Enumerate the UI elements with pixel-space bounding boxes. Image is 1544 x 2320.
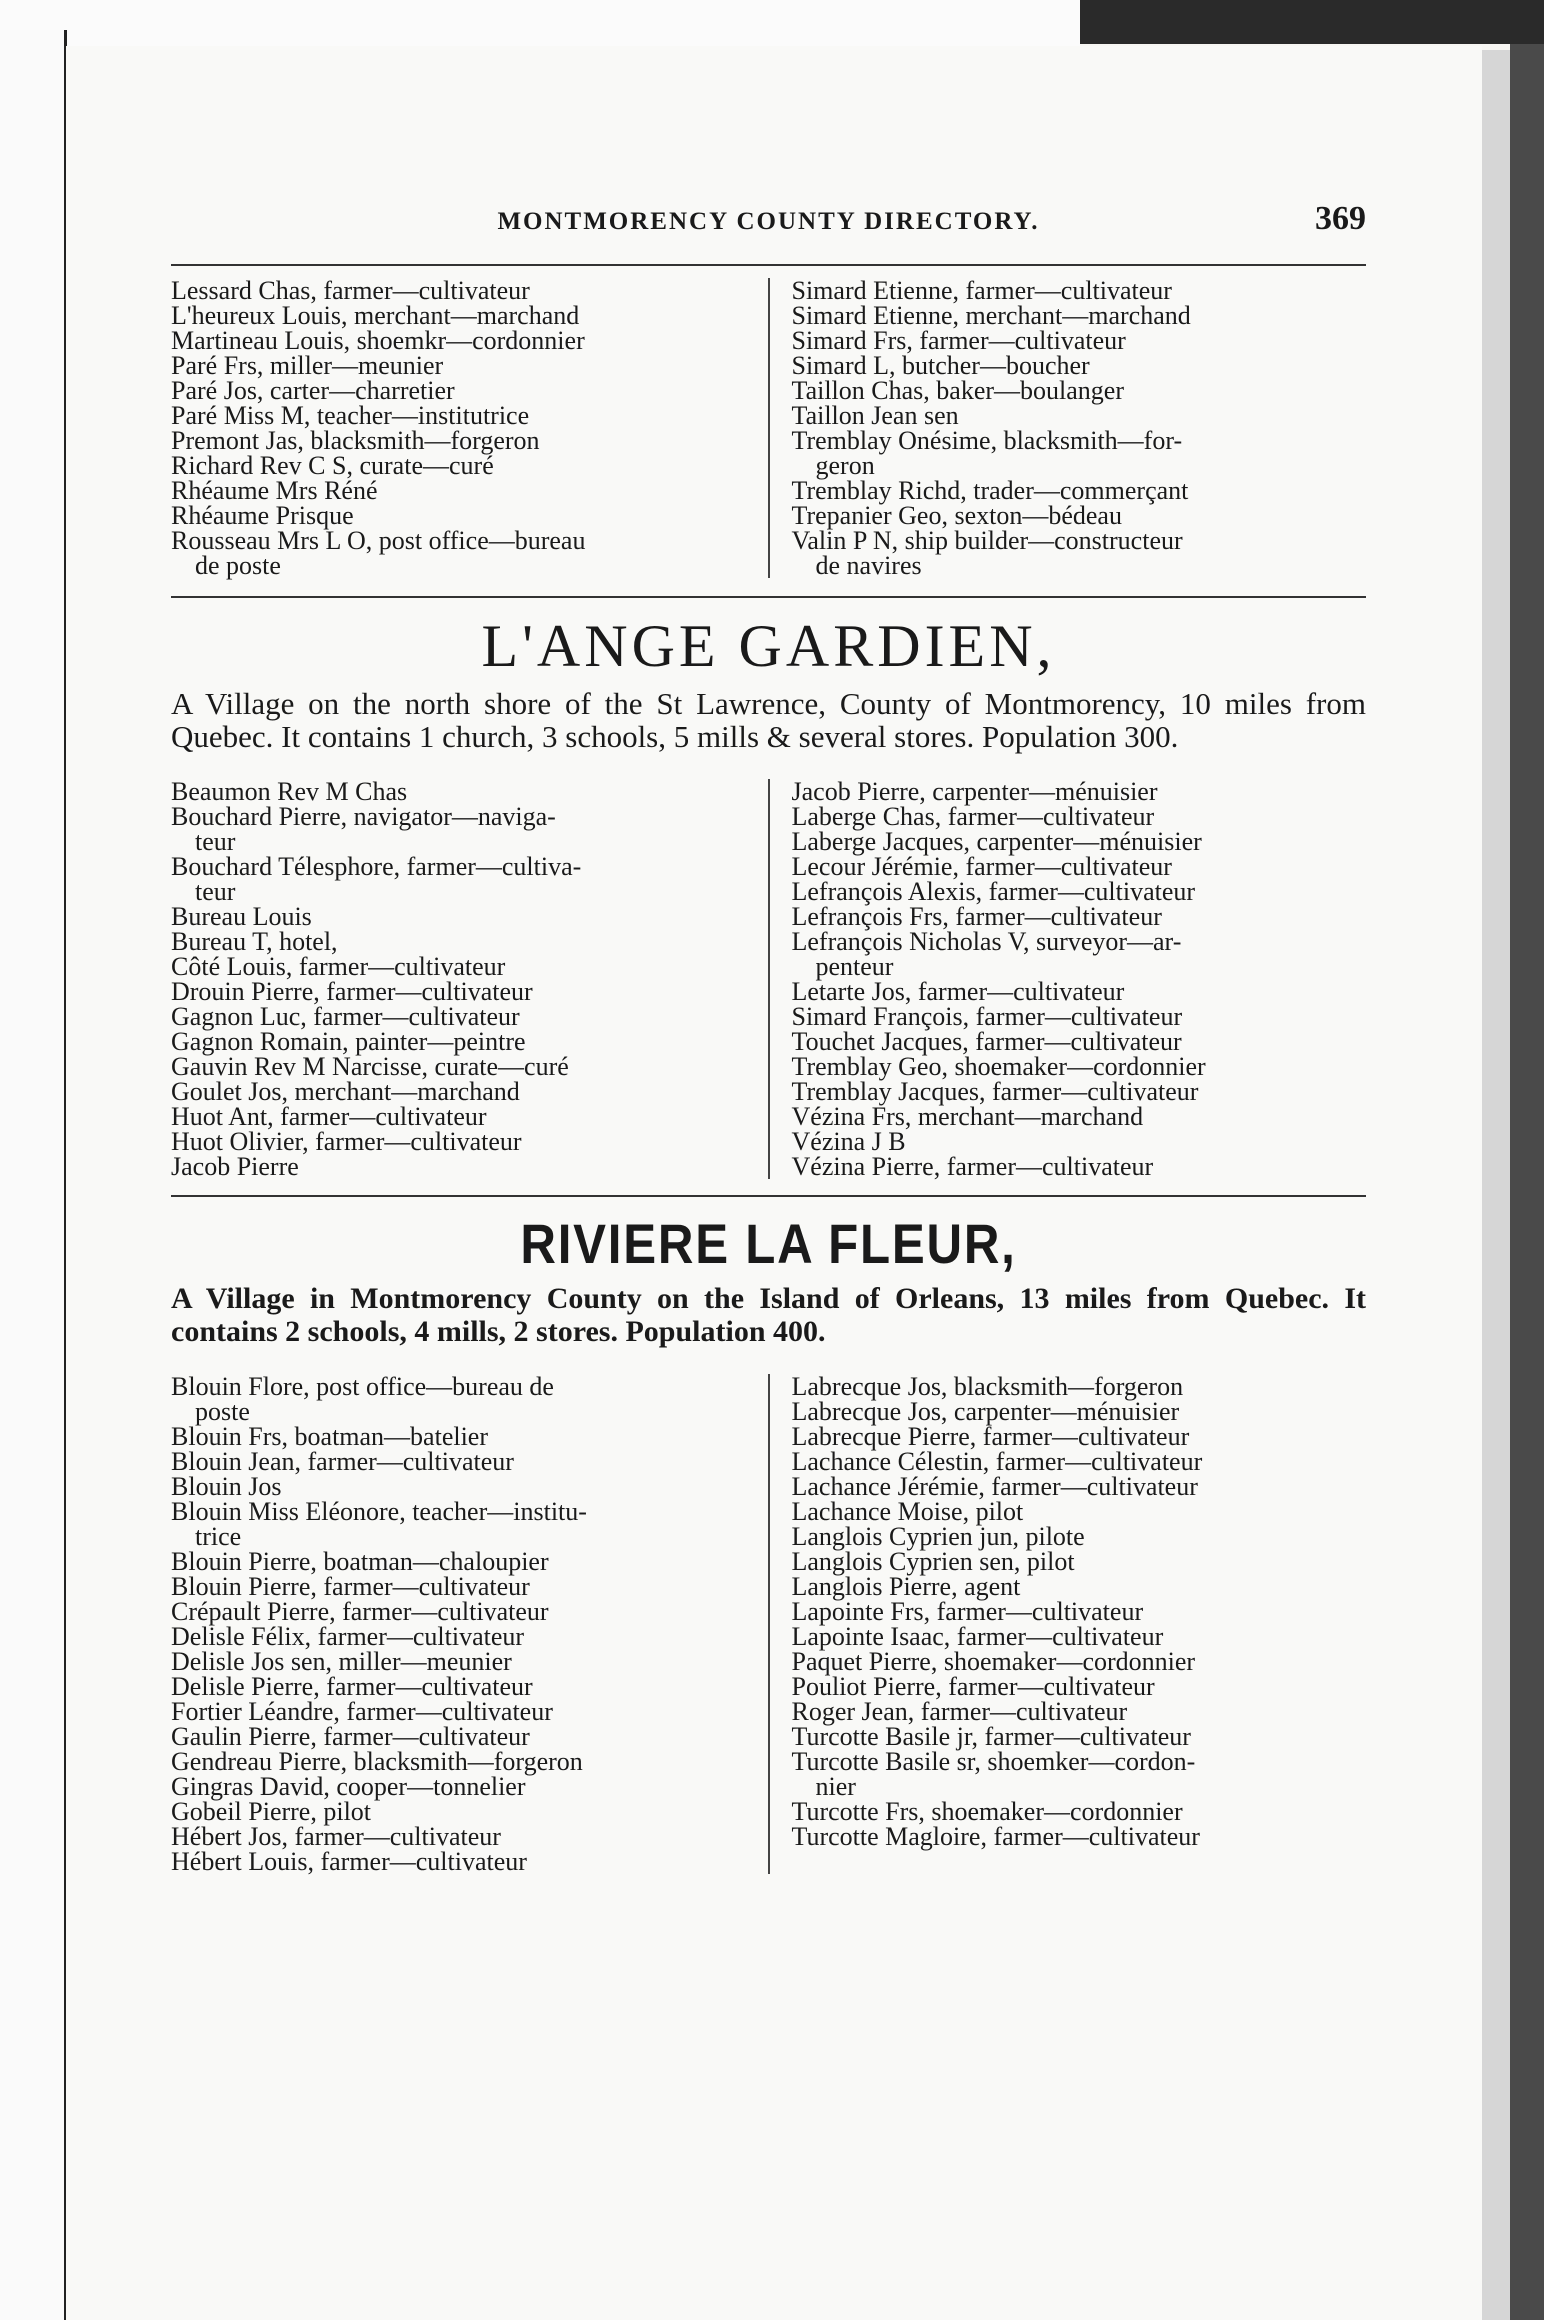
directory-entry [171, 1824, 746, 1849]
section-title: L'ANGE GARDIEN, [481, 613, 1056, 679]
entry-text: Lecour Jérémie, farmer—cultivateur [791, 852, 1172, 881]
directory-entry [171, 1474, 746, 1499]
section-rule [171, 596, 1366, 598]
book-page [66, 46, 1482, 2320]
directory-entry [792, 1499, 1367, 1524]
entry-text: Lachance Jérémie, farmer—cultivateur [791, 1472, 1198, 1501]
entry-text: Hébert Louis, farmer—cultivateur [171, 1847, 527, 1876]
directory-entry [792, 428, 1367, 478]
village-listing [171, 1364, 1366, 1884]
directory-entry [792, 1824, 1367, 1849]
entry-text: Simard Etienne, farmer—cultivateur [791, 276, 1172, 305]
scanner-right-edge [1510, 44, 1544, 2320]
directory-entry [792, 1724, 1367, 1749]
directory-entry [792, 353, 1367, 378]
directory-entry [171, 1799, 746, 1824]
listing-column-left [171, 779, 768, 1179]
entry-text: Laberge Chas, farmer—cultivateur [791, 802, 1155, 831]
entry-text: Tremblay Richd, trader—commerçant [791, 476, 1189, 505]
directory-entry [171, 1574, 746, 1599]
directory-entry [792, 1129, 1367, 1154]
entry-text: Turcotte Magloire, farmer—cultivateur [791, 1822, 1200, 1851]
directory-entry [171, 403, 746, 428]
entry-text: Turcotte Frs, shoemaker—cordonnier [791, 1797, 1183, 1826]
entry-text: Lapointe Frs, farmer—cultivateur [791, 1597, 1144, 1626]
entry-text: Bouchard Télesphore, farmer—cultiva- [171, 852, 582, 881]
entry-text: Lapointe Isaac, farmer—cultivateur [791, 1622, 1164, 1651]
entry-text: Trepanier Geo, sexton—bédeau [791, 501, 1122, 530]
entry-text: Gaulin Pierre, farmer—cultivateur [171, 1722, 530, 1751]
entry-text: Jacob Pierre [171, 1152, 299, 1181]
entry-text: Touchet Jacques, farmer—cultivateur [791, 1027, 1182, 1056]
directory-entry [171, 929, 746, 954]
directory-entry [171, 503, 746, 528]
entry-text: Beaumon Rev M Chas [171, 777, 408, 806]
entry-text: Valin P N, ship builder—constructeur [791, 526, 1183, 555]
entry-text: Bureau Louis [171, 902, 312, 931]
directory-entry [171, 904, 746, 929]
entry-text: Blouin Frs, boatman—batelier [171, 1422, 489, 1451]
entry-text: Martineau Louis, shoemkr—cordonnier [171, 326, 585, 355]
entry-text: Gauvin Rev M Narcisse, curate—curé [171, 1052, 569, 1081]
directory-entry [792, 403, 1367, 428]
entry-text: L'heureux Louis, merchant—marchand [171, 301, 580, 330]
entry-text: Lachance Célestin, farmer—cultivateur [791, 1447, 1203, 1476]
entry-text: Lefrançois Frs, farmer—cultivateur [791, 902, 1162, 931]
entry-text: Bureau T, hotel, [171, 927, 338, 956]
entry-text: Simard Etienne, merchant—marchand [791, 301, 1191, 330]
directory-entry [792, 1079, 1367, 1104]
entry-text: Vézina Frs, merchant—marchand [791, 1102, 1144, 1131]
directory-entry [171, 378, 746, 403]
entry-text: Lessard Chas, farmer—cultivateur [171, 276, 530, 305]
section-rule [171, 1195, 1366, 1197]
directory-entry [171, 1699, 746, 1724]
entry-text: Lefrançois Nicholas V, surveyor—ar- [791, 927, 1182, 956]
section-description: A Village in Montmorency County on the Island of Orleans, 13 miles from Quebec. It contains 2 schools, 4 mills, 2 stores. Population 400. [171, 1282, 1366, 1348]
entry-text: Roger Jean, farmer—cultivateur [791, 1697, 1128, 1726]
directory-entry [792, 278, 1367, 303]
entry-text: Vézina Pierre, farmer—cultivateur [791, 1152, 1154, 1181]
entry-text: Langlois Cyprien jun, pilote [791, 1522, 1085, 1551]
entry-text: Gagnon Romain, painter—peintre [171, 1027, 526, 1056]
directory-entry [792, 1624, 1367, 1649]
directory-entry [792, 1449, 1367, 1474]
directory-entry [792, 1474, 1367, 1499]
entry-continuation: poste [195, 1397, 250, 1426]
entry-text: Premont Jas, blacksmith—forgeron [171, 426, 540, 455]
entry-continuation: teur [195, 877, 236, 906]
directory-entry [792, 1674, 1367, 1699]
entry-continuation: trice [195, 1522, 242, 1551]
entry-text: Langlois Pierre, agent [791, 1572, 1021, 1601]
directory-entry [171, 1129, 746, 1154]
entry-text: Gingras David, cooper—tonnelier [171, 1772, 526, 1801]
section-title: RIVIERE LA FLEUR, [520, 1212, 1017, 1275]
entry-text: Labrecque Jos, carpenter—ménuisier [791, 1397, 1180, 1426]
directory-entry [171, 303, 746, 328]
entry-text: Delisle Jos sen, miller—meunier [171, 1647, 512, 1676]
directory-entry [171, 1649, 746, 1674]
directory-entry [792, 879, 1367, 904]
directory-entry [792, 1524, 1367, 1549]
entry-text: Blouin Pierre, boatman—chaloupier [171, 1547, 549, 1576]
directory-entry [171, 1079, 746, 1104]
directory-entry [171, 1724, 746, 1749]
entry-text: Vézina J B [791, 1127, 906, 1156]
entry-text: Taillon Chas, baker—boulanger [791, 376, 1124, 405]
entry-text: Simard L, butcher—boucher [791, 351, 1090, 380]
entry-text: Richard Rev C S, curate—curé [171, 451, 494, 480]
entry-text: Tremblay Geo, shoemaker—cordonnier [791, 1052, 1206, 1081]
entry-text: Drouin Pierre, farmer—cultivateur [171, 977, 533, 1006]
entry-text: Rhéaume Prisque [171, 501, 354, 530]
continued-listing [171, 266, 1366, 596]
directory-entry [171, 1499, 746, 1549]
entry-continuation: teur [195, 827, 236, 856]
listing-column-right [768, 1374, 1367, 1874]
page-number: 369 [1315, 200, 1366, 237]
directory-entry [171, 1029, 746, 1054]
directory-entry [171, 428, 746, 453]
entry-text: Rousseau Mrs L O, post office—bureau [171, 526, 586, 555]
entry-text: Taillon Jean sen [791, 401, 959, 430]
entry-text: Paré Jos, carter—charretier [171, 376, 455, 405]
directory-entry [171, 804, 746, 854]
directory-entry [171, 1749, 746, 1774]
directory-entry [171, 1549, 746, 1574]
entry-text: Fortier Léandre, farmer—cultivateur [171, 1697, 553, 1726]
directory-entry [792, 1649, 1367, 1674]
running-title: MONTMORENCY COUNTY DIRECTORY. [497, 208, 1040, 235]
directory-entry [792, 478, 1367, 503]
directory-entry [792, 1549, 1367, 1574]
directory-entry [792, 1029, 1367, 1054]
entry-continuation: nier [815, 1772, 856, 1801]
entry-text: Blouin Miss Eléonore, teacher—institu- [171, 1497, 587, 1526]
entry-text: Pouliot Pierre, farmer—cultivateur [791, 1672, 1155, 1701]
directory-entry [792, 378, 1367, 403]
entry-text: Hébert Jos, farmer—cultivateur [171, 1822, 501, 1851]
entry-text: Gendreau Pierre, blacksmith—forgeron [171, 1747, 583, 1776]
directory-entry [792, 1104, 1367, 1129]
directory-entry [171, 278, 746, 303]
directory-entry [171, 954, 746, 979]
entry-text: Huot Olivier, farmer—cultivateur [171, 1127, 522, 1156]
directory-entry [792, 303, 1367, 328]
village-listing [171, 769, 1366, 1195]
directory-entry [792, 1374, 1367, 1399]
entry-text: Langlois Cyprien sen, pilot [791, 1547, 1075, 1576]
directory-entry [171, 1374, 746, 1424]
directory-entry [171, 1849, 746, 1874]
directory-entry [792, 1424, 1367, 1449]
directory-entry [792, 1699, 1367, 1724]
entry-text: Lachance Moise, pilot [791, 1497, 1024, 1526]
directory-entry [792, 779, 1367, 804]
directory-entry [171, 1054, 746, 1079]
directory-entry [171, 1424, 746, 1449]
entry-text: Labrecque Pierre, farmer—cultivateur [791, 1422, 1190, 1451]
entry-text: Paquet Pierre, shoemaker—cordonnier [791, 1647, 1196, 1676]
directory-entry [792, 904, 1367, 929]
directory-entry [171, 1154, 746, 1179]
directory-entry [171, 1674, 746, 1699]
directory-entry [171, 1599, 746, 1624]
listing-column-left [171, 1374, 768, 1874]
page-left-margin [0, 30, 67, 2320]
directory-entry [171, 1004, 746, 1029]
entry-text: Lefrançois Alexis, farmer—cultivateur [791, 877, 1196, 906]
directory-entry [171, 1774, 746, 1799]
entry-text: Blouin Pierre, farmer—cultivateur [171, 1572, 530, 1601]
listing-column-left [171, 278, 768, 578]
directory-entry [792, 1799, 1367, 1824]
entry-text: Rhéaume Mrs Réné [171, 476, 378, 505]
directory-entry [171, 779, 746, 804]
directory-entry [792, 929, 1367, 979]
entry-text: Simard François, farmer—cultivateur [791, 1002, 1183, 1031]
entry-text: Delisle Pierre, farmer—cultivateur [171, 1672, 533, 1701]
directory-entry [792, 804, 1367, 829]
entry-text: Huot Ant, farmer—cultivateur [171, 1102, 487, 1131]
entry-text: Paré Miss M, teacher—institutrice [171, 401, 530, 430]
entry-text: Turcotte Basile jr, farmer—cultivateur [791, 1722, 1191, 1751]
entry-text: Blouin Jos [171, 1472, 282, 1501]
directory-entry [792, 1749, 1367, 1799]
entry-continuation: penteur [815, 952, 894, 981]
directory-entry [792, 328, 1367, 353]
entry-continuation: de poste [195, 551, 281, 580]
directory-entry [792, 1399, 1367, 1424]
entry-text: Tremblay Onésime, blacksmith—for- [791, 426, 1183, 455]
directory-entry [792, 1154, 1367, 1179]
entry-text: Laberge Jacques, carpenter—ménuisier [791, 827, 1202, 856]
page-content [171, 194, 1366, 1884]
entry-text: Tremblay Jacques, farmer—cultivateur [791, 1077, 1199, 1106]
entry-text: Bouchard Pierre, navigator—naviga- [171, 802, 556, 831]
entry-text: Gagnon Luc, farmer—cultivateur [171, 1002, 520, 1031]
directory-entry [171, 854, 746, 904]
entry-continuation: geron [815, 451, 875, 480]
listing-column-right [768, 779, 1367, 1179]
entry-text: Goulet Jos, merchant—marchand [171, 1077, 520, 1106]
directory-entry [792, 1599, 1367, 1624]
entry-text: Turcotte Basile sr, shoemker—cordon- [791, 1747, 1196, 1776]
directory-entry [171, 328, 746, 353]
directory-entry [792, 503, 1367, 528]
directory-entry [792, 854, 1367, 879]
entry-text: Côté Louis, farmer—cultivateur [171, 952, 506, 981]
directory-entry [792, 1054, 1367, 1079]
directory-entry [171, 1104, 746, 1129]
directory-entry [171, 353, 746, 378]
directory-entry [792, 829, 1367, 854]
directory-entry [171, 528, 746, 578]
directory-entry [792, 1574, 1367, 1599]
entry-text: Delisle Félix, farmer—cultivateur [171, 1622, 525, 1651]
entry-text: Simard Frs, farmer—cultivateur [791, 326, 1126, 355]
entry-text: Paré Frs, miller—meunier [171, 351, 444, 380]
entry-text: Blouin Jean, farmer—cultivateur [171, 1447, 514, 1476]
directory-entry [792, 1004, 1367, 1029]
entry-text: Blouin Flore, post office—bureau de [171, 1372, 554, 1401]
entry-continuation: de navires [815, 551, 922, 580]
entry-text: Letarte Jos, farmer—cultivateur [791, 977, 1125, 1006]
previous-page-edge [0, 0, 1080, 52]
listing-column-right [768, 278, 1367, 578]
running-header [171, 194, 1366, 264]
directory-entry [171, 453, 746, 478]
directory-entry [171, 478, 746, 503]
entry-text: Jacob Pierre, carpenter—ménuisier [791, 777, 1158, 806]
entry-text: Labrecque Jos, blacksmith—forgeron [791, 1372, 1184, 1401]
directory-entry [792, 979, 1367, 1004]
directory-entry [171, 1624, 746, 1649]
page-right-shadow [1482, 50, 1510, 2320]
section-lange-gardien [171, 612, 1366, 1195]
section-description: A Village on the north shore of the St Lawrence, County of Montmorency, 10 miles from Quebec. It contains 1 church, 3 schools, 5 mills & several stores. Population 300. [171, 686, 1366, 754]
directory-entry [171, 1449, 746, 1474]
directory-entry [171, 979, 746, 1004]
directory-entry [792, 528, 1367, 578]
entry-text: Gobeil Pierre, pilot [171, 1797, 372, 1826]
section-riviere-la-fleur [171, 1211, 1366, 1884]
entry-text: Crépault Pierre, farmer—cultivateur [171, 1597, 549, 1626]
